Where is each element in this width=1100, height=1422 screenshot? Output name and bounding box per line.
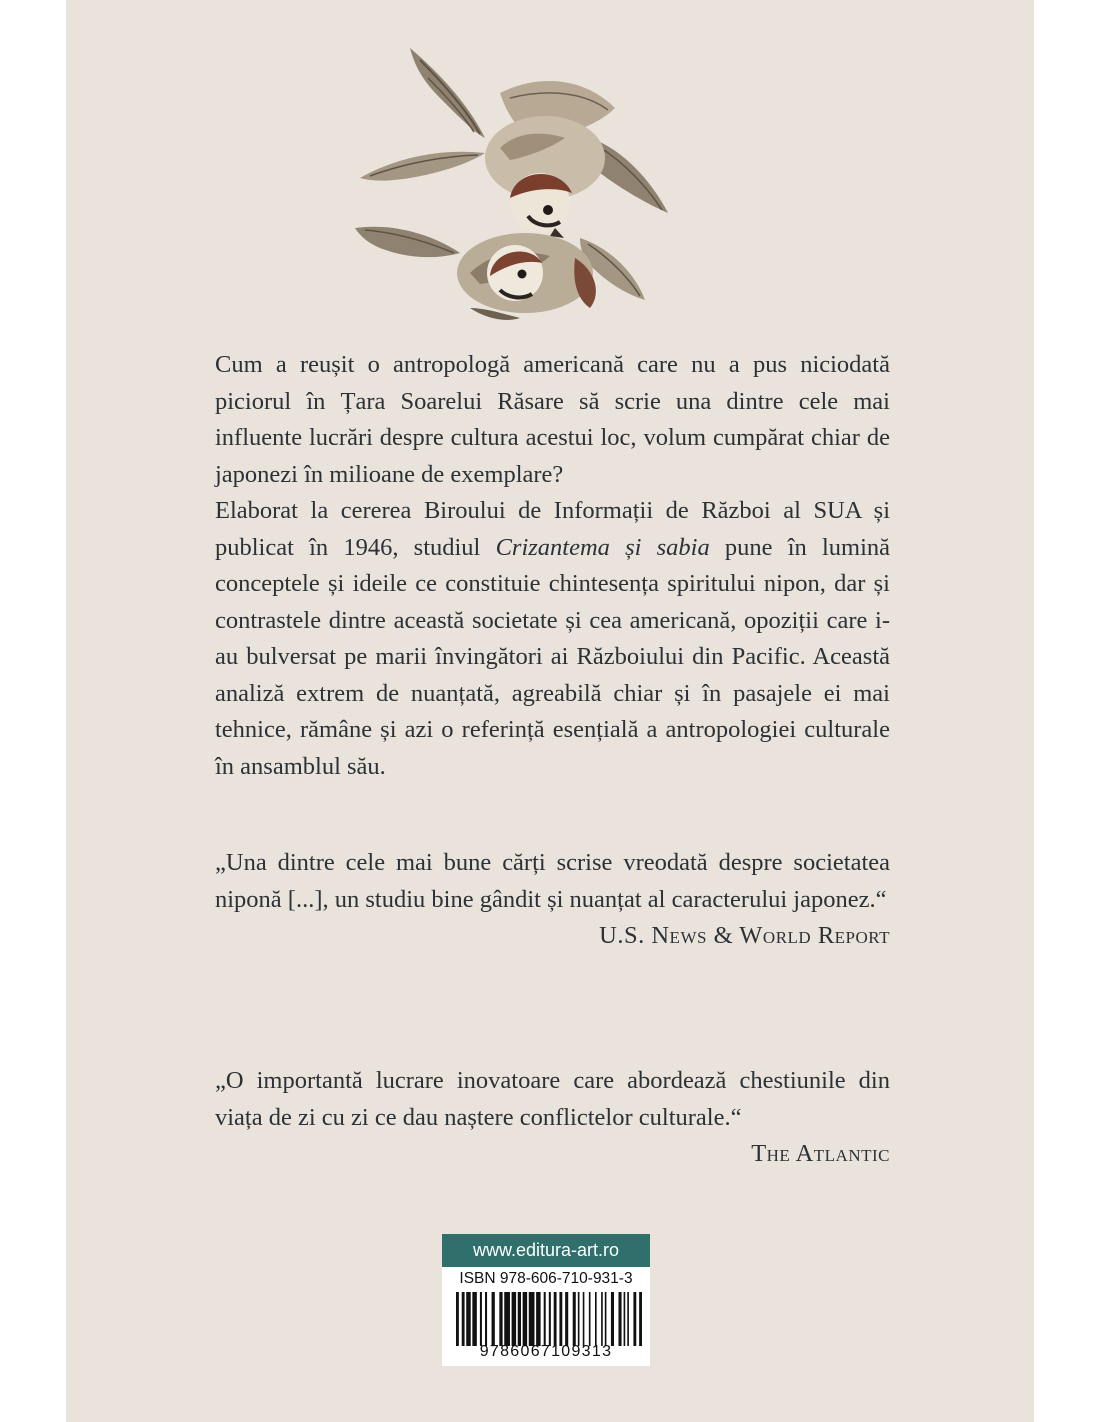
isbn-label: ISBN 978-606-710-931-3: [459, 1270, 633, 1287]
barcode-bar: [456, 1292, 459, 1346]
review-source: The Atlantic: [751, 1140, 890, 1167]
barcode-bar: [466, 1292, 471, 1346]
barcode-bar: [583, 1292, 585, 1346]
barcode-bar: [485, 1292, 487, 1346]
barcode-bar: [639, 1292, 642, 1346]
barcode-bar: [578, 1292, 580, 1346]
barcode-bar: [633, 1292, 636, 1346]
description-lead: Cum a reușit o antropologă americană care nu a pus niciodată piciorul în Țara Soarelui Răsare să scrie una dintre cele mai influente lucrări despre cultura acestui loc, volum cumpărat chiar de japonezi în milioane de exemplare?: [215, 351, 890, 488]
sparrows-illustration: [350, 38, 680, 328]
publisher-url: www.editura-art.ro: [442, 1234, 650, 1267]
barcode-bar: [627, 1292, 629, 1346]
barcode-bar: [565, 1292, 568, 1346]
barcode-bar: [518, 1292, 521, 1346]
description-body: [215, 493, 890, 785]
barcode-bar: [618, 1292, 621, 1346]
barcode-bar: [499, 1292, 502, 1346]
barcode-bar: [480, 1292, 482, 1346]
barcode-panel: [442, 1234, 650, 1366]
barcode-bar: [504, 1292, 510, 1346]
barcode-bar: [605, 1292, 607, 1346]
review-source: U.S. News & World Report: [599, 922, 890, 949]
review-quote-text: „Una dintre cele mai bune cărți scrise vreodată despre societatea niponă [...], un studiu bine gândit și nuanțat al caracterului japonez.“: [215, 849, 890, 913]
barcode-bar: [492, 1292, 495, 1346]
barcode-bar: [462, 1292, 465, 1346]
barcode-bar: [573, 1292, 576, 1346]
barcode-bar: [472, 1292, 477, 1346]
book-description: [215, 347, 890, 785]
barcode-bar: [523, 1292, 528, 1346]
description-body-end: pune în lumină conceptele și ideile ce constituie chintesența spiritului nipon, dar și contrastele dintre această societate și cea americană, opoziții care i-au bulversat pe marii învingători ai Războiului din Pacific. Această analiză extrem de nuanțată, agreabilă chiar și în pasajele ei mai tehnice, rămâne și azi o referință esențială a antropologiei culturale în ansamblul său.: [215, 533, 891, 780]
description-body-start: Elaborat la cererea Biroului de Informații de Război al SUA și publicat în 1946, studiul: [215, 497, 890, 561]
barcode-bar: [554, 1292, 557, 1346]
review-quote-2: [215, 1063, 890, 1173]
barcode-bar: [536, 1292, 541, 1346]
barcode-bar: [624, 1292, 626, 1346]
barcode-bar: [544, 1292, 546, 1346]
book-title: Crizantema și sabia: [495, 533, 710, 561]
barcode-bar: [549, 1292, 551, 1346]
barcode-bar: [529, 1292, 535, 1346]
barcode-bar: [559, 1292, 562, 1346]
barcode-bar: [595, 1292, 597, 1346]
review-quote-text: „O importantă lucrare inovatoare care abordează chestiunile din viața de zi cu zi ce dau naștere conflictelor culturale.“: [215, 1067, 890, 1131]
barcode-bar: [601, 1292, 603, 1346]
barcode-bar: [589, 1292, 591, 1346]
barcode-digits: 9786067109313: [479, 1343, 613, 1360]
barcode-bars: [454, 1292, 644, 1346]
barcode-bar: [611, 1292, 614, 1346]
barcode-bar: [512, 1292, 516, 1346]
review-quote-1: [215, 845, 890, 955]
